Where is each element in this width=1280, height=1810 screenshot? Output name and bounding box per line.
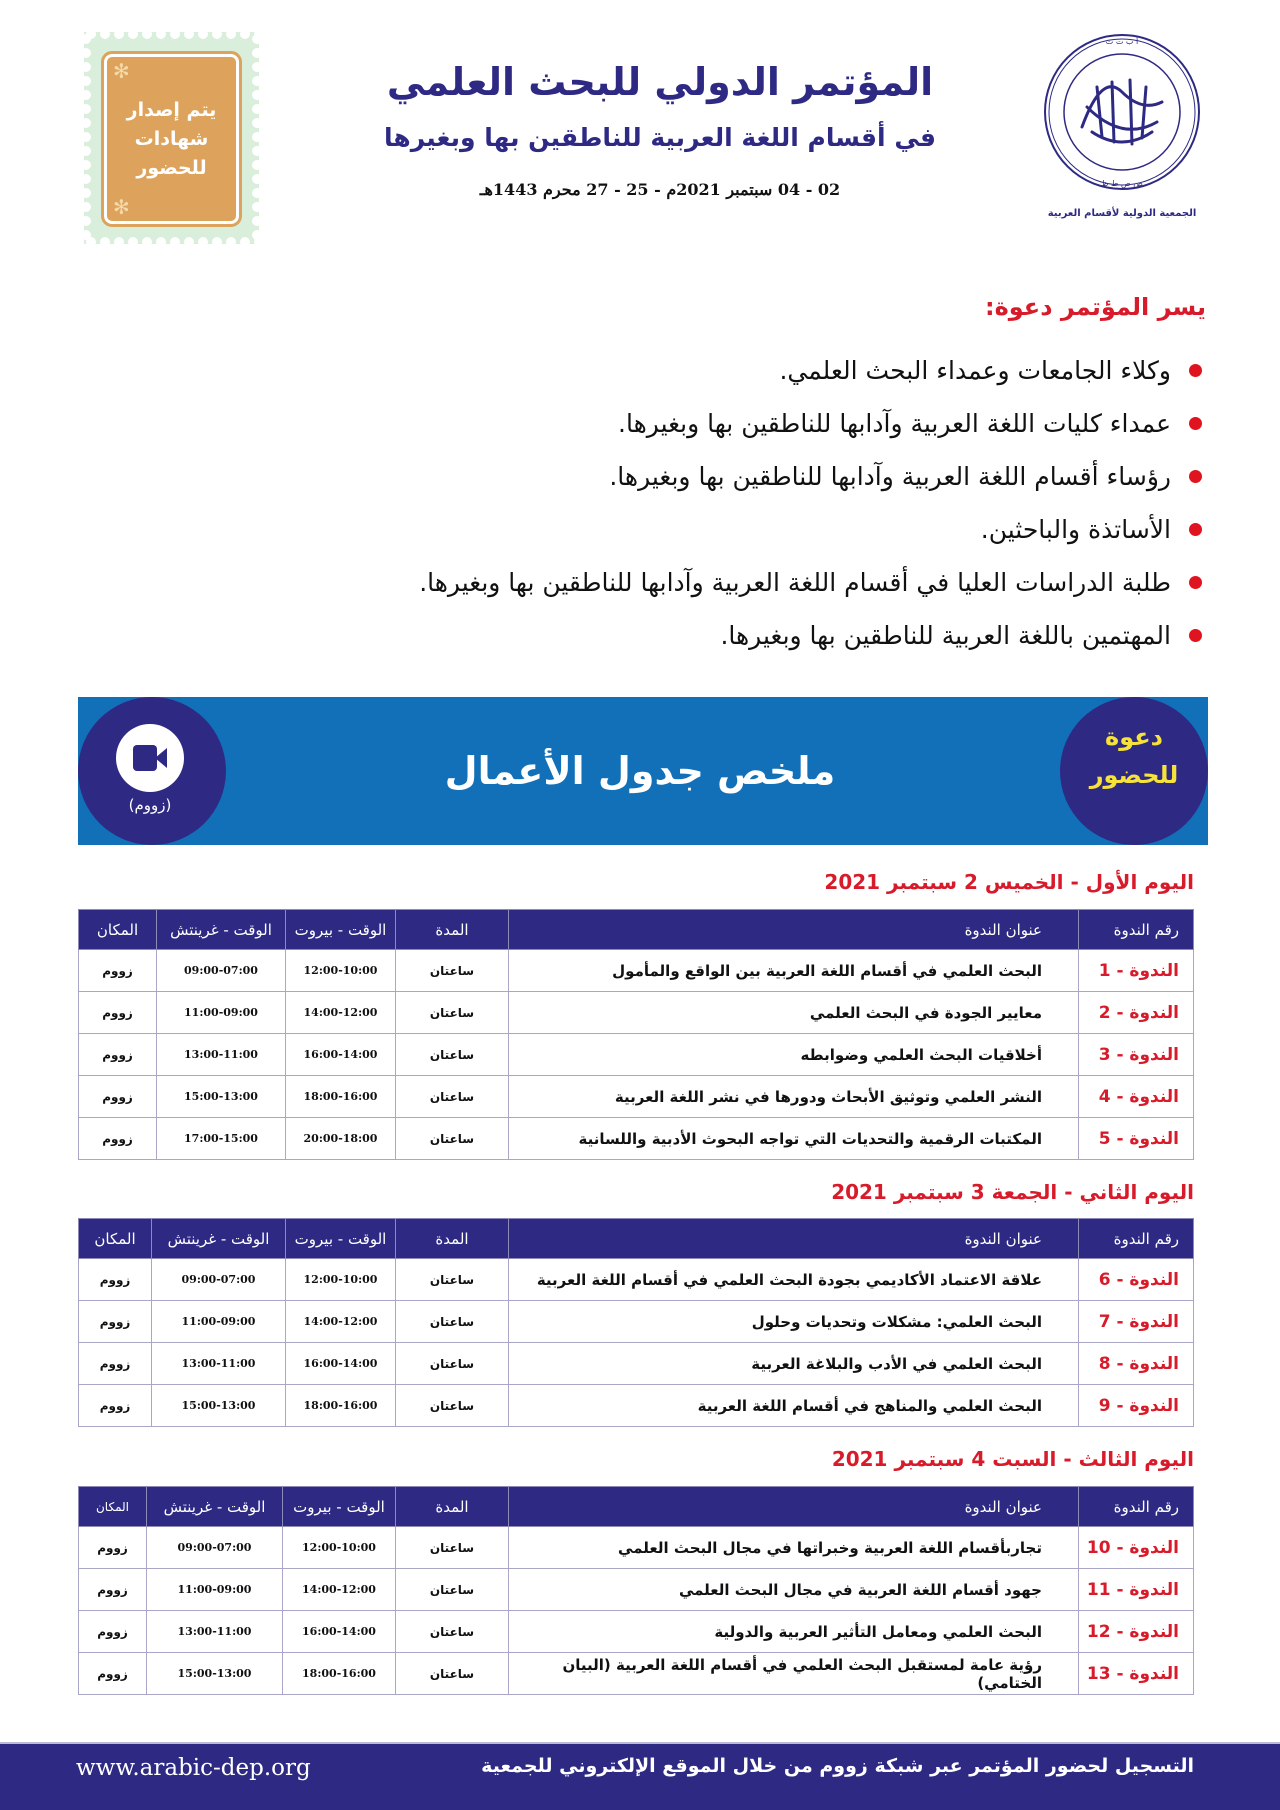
session-duration: ساعتان	[396, 950, 509, 992]
bullet-icon	[1189, 523, 1202, 536]
session-place: زووم	[79, 1385, 152, 1427]
column-header-title: عنوان الندوة	[509, 1487, 1079, 1527]
agenda-title: ملخص جدول الأعمال	[444, 749, 836, 793]
session-duration: ساعتان	[396, 1611, 509, 1653]
session-row	[79, 1611, 1194, 1653]
session-time-beirut: 18:00-16:00	[283, 1653, 396, 1695]
session-row	[79, 1076, 1194, 1118]
column-header-title: عنوان الندوة	[509, 1219, 1079, 1259]
session-place: زووم	[79, 1569, 147, 1611]
svg-text:ض ص ط ظ: ض ص ط ظ	[1101, 179, 1143, 188]
column-header-duration: المدة	[396, 1219, 509, 1259]
session-time-beirut: 16:00-14:00	[283, 1611, 396, 1653]
session-time-greenwich: 13:00-11:00	[147, 1611, 283, 1653]
session-duration: ساعتان	[396, 1343, 509, 1385]
session-time-greenwich: 13:00-11:00	[157, 1034, 286, 1076]
conference-subtitle: في أقسام اللغة العربية للناطقين بها وبغيرها	[383, 123, 936, 152]
session-title: أخلاقيات البحث العلمي وضوابطه	[509, 1034, 1079, 1076]
invitation-item: رؤساء أقسام اللغة العربية وآدابها للناطقين بها وبغيرها.	[419, 450, 1206, 503]
session-time-greenwich: 15:00-13:00	[147, 1653, 283, 1695]
session-time-beirut: 12:00-10:00	[283, 1527, 396, 1569]
registration-note: التسجيل لحضور المؤتمر عبر شبكة زووم من خلال الموقع الإلكتروني للجمعية	[481, 1755, 1194, 1777]
session-time-greenwich: 09:00-07:00	[152, 1259, 286, 1301]
snowflake-icon: ✻	[113, 59, 130, 83]
session-title: علاقة الاعتماد الأكاديمي بجودة البحث العلمي في أقسام اللغة العربية	[509, 1259, 1079, 1301]
session-title: البحث العلمي في أقسام اللغة العربية بين الواقع والمأمول	[509, 950, 1079, 992]
session-duration: ساعتان	[396, 1569, 509, 1611]
zoom-badge	[116, 724, 184, 792]
session-row	[79, 1653, 1194, 1695]
column-header-time-beirut: الوقت - بيروت	[283, 1487, 396, 1527]
session-time-beirut: 20:00-18:00	[286, 1118, 396, 1160]
session-row	[79, 1343, 1194, 1385]
session-time-greenwich: 15:00-13:00	[152, 1385, 286, 1427]
invitation-heading: يسر المؤتمر دعوة:	[984, 293, 1206, 321]
session-row	[79, 1301, 1194, 1343]
session-place: زووم	[79, 1259, 152, 1301]
session-duration: ساعتان	[396, 1034, 509, 1076]
session-duration: ساعتان	[396, 1076, 509, 1118]
session-title: النشر العلمي وتوثيق الأبحاث ودورها في نشر اللغة العربية	[509, 1076, 1079, 1118]
svg-text:أ ب ت ث: أ ب ت ث	[1105, 37, 1139, 46]
session-number: الندوة - 13	[1079, 1653, 1194, 1695]
column-header-number: رقم الندوة	[1079, 1487, 1194, 1527]
website-link[interactable]: www.arabic-dep.org	[76, 1755, 311, 1781]
session-number: الندوة - 12	[1079, 1611, 1194, 1653]
snowflake-icon: ✻	[113, 195, 130, 219]
column-header-time-beirut: الوقت - بيروت	[286, 910, 396, 950]
session-place: زووم	[79, 1653, 147, 1695]
session-row	[79, 1385, 1194, 1427]
day-title: اليوم الثالث - السبت 4 سبتمبر 2021	[831, 1447, 1194, 1471]
table-header-row	[79, 910, 1194, 950]
session-time-beirut: 12:00-10:00	[286, 950, 396, 992]
invitation-list	[419, 344, 1206, 662]
schedule-table-day-2	[78, 1218, 1194, 1427]
session-title: تجاربأقسام اللغة العربية وخبراتها في مجال البحث العلمي	[509, 1527, 1079, 1569]
column-header-time-greenwich: الوقت - غرينتش	[152, 1219, 286, 1259]
session-place: زووم	[79, 1034, 157, 1076]
table-header-row	[79, 1219, 1194, 1259]
certificate-stamp-text: يتم إصدار شهادات للحضور	[126, 98, 217, 179]
session-place: زووم	[79, 950, 157, 992]
invitation-item: وكلاء الجامعات وعمداء البحث العلمي.	[419, 344, 1206, 397]
bullet-icon	[1189, 417, 1202, 430]
session-time-beirut: 16:00-14:00	[286, 1034, 396, 1076]
column-header-number: رقم الندوة	[1079, 1219, 1194, 1259]
session-time-greenwich: 11:00-09:00	[157, 992, 286, 1034]
bullet-icon	[1189, 364, 1202, 377]
session-place: زووم	[79, 1301, 152, 1343]
session-number: الندوة - 11	[1079, 1569, 1194, 1611]
session-time-beirut: 18:00-16:00	[286, 1385, 396, 1427]
column-header-time-greenwich: الوقت - غرينتش	[157, 910, 286, 950]
session-row	[79, 1034, 1194, 1076]
session-time-beirut: 14:00-12:00	[283, 1569, 396, 1611]
session-place: زووم	[79, 1611, 147, 1653]
session-time-greenwich: 11:00-09:00	[152, 1301, 286, 1343]
session-place: زووم	[79, 1343, 152, 1385]
video-camera-icon	[133, 745, 167, 771]
session-time-greenwich: 13:00-11:00	[152, 1343, 286, 1385]
session-number: الندوة - 9	[1079, 1385, 1194, 1427]
table-header-row	[79, 1487, 1194, 1527]
conference-date: 02 - 04 سبتمبر 2021م - 25 - 27 محرم 1443هـ	[479, 180, 841, 199]
session-number: الندوة - 2	[1079, 992, 1194, 1034]
session-title: البحث العلمي والمناهج في أقسام اللغة العربية	[509, 1385, 1079, 1427]
session-title: البحث العلمي: مشكلات وتحديات وحلول	[509, 1301, 1079, 1343]
column-header-duration: المدة	[396, 910, 509, 950]
column-header-place: المكان	[79, 1487, 147, 1527]
session-time-beirut: 14:00-12:00	[286, 992, 396, 1034]
session-row	[79, 950, 1194, 992]
invitation-item: طلبة الدراسات العليا في أقسام اللغة العربية وآدابها للناطقين بها وبغيرها.	[419, 556, 1206, 609]
session-row	[79, 992, 1194, 1034]
session-row	[79, 1569, 1194, 1611]
session-number: الندوة - 3	[1079, 1034, 1194, 1076]
bullet-icon	[1189, 629, 1202, 642]
session-duration: ساعتان	[396, 1527, 509, 1569]
session-place: زووم	[79, 992, 157, 1034]
session-number: الندوة - 1	[1079, 950, 1194, 992]
column-header-title: عنوان الندوة	[509, 910, 1079, 950]
session-title: المكتبات الرقمية والتحديات التي تواجه البحوث الأدبية واللسانية	[509, 1118, 1079, 1160]
session-duration: ساعتان	[396, 1118, 509, 1160]
certificate-stamp-card	[104, 54, 239, 224]
column-header-time-greenwich: الوقت - غرينتش	[147, 1487, 283, 1527]
schedule-table-day-3	[78, 1486, 1194, 1695]
session-time-beirut: 16:00-14:00	[286, 1343, 396, 1385]
session-duration: ساعتان	[396, 1301, 509, 1343]
column-header-place: المكان	[79, 1219, 152, 1259]
session-time-greenwich: 11:00-09:00	[147, 1569, 283, 1611]
session-number: الندوة - 10	[1079, 1527, 1194, 1569]
session-time-greenwich: 17:00-15:00	[157, 1118, 286, 1160]
session-time-greenwich: 15:00-13:00	[157, 1076, 286, 1118]
session-duration: ساعتان	[396, 1259, 509, 1301]
invitation-item: عمداء كليات اللغة العربية وآدابها للناطقين بها وبغيرها.	[419, 397, 1206, 450]
session-place: زووم	[79, 1118, 157, 1160]
session-number: الندوة - 5	[1079, 1118, 1194, 1160]
session-number: الندوة - 4	[1079, 1076, 1194, 1118]
session-duration: ساعتان	[396, 1653, 509, 1695]
zoom-label: (زووم)	[128, 796, 172, 814]
session-number: الندوة - 7	[1079, 1301, 1194, 1343]
logo-caption: الجمعية الدولية لأقسام العربية	[1047, 208, 1197, 219]
day-title: اليوم الأول - الخميس 2 سبتمبر 2021	[824, 870, 1194, 894]
session-title: رؤية عامة لمستقبل البحث العلمي في أقسام اللغة العربية (البيان الختامي)	[509, 1653, 1079, 1695]
invitation-item: الأساتذة والباحثين.	[419, 503, 1206, 556]
column-header-number: رقم الندوة	[1079, 910, 1194, 950]
session-time-beirut: 14:00-12:00	[286, 1301, 396, 1343]
day-title: اليوم الثاني - الجمعة 3 سبتمبر 2021	[831, 1180, 1194, 1204]
session-time-beirut: 12:00-10:00	[286, 1259, 396, 1301]
session-time-greenwich: 09:00-07:00	[147, 1527, 283, 1569]
bullet-icon	[1189, 576, 1202, 589]
column-header-place: المكان	[79, 910, 157, 950]
session-time-greenwich: 09:00-07:00	[157, 950, 286, 992]
session-title: البحث العلمي في الأدب والبلاغة العربية	[509, 1343, 1079, 1385]
session-title: جهود أقسام اللغة العربية في مجال البحث العلمي	[509, 1569, 1079, 1611]
schedule-table-day-1	[78, 909, 1194, 1160]
bullet-icon	[1189, 470, 1202, 483]
session-title: البحث العلمي ومعامل التأثير العربية والدولية	[509, 1611, 1079, 1653]
column-header-time-beirut: الوقت - بيروت	[286, 1219, 396, 1259]
session-number: الندوة - 6	[1079, 1259, 1194, 1301]
session-duration: ساعتان	[396, 992, 509, 1034]
session-place: زووم	[79, 1076, 157, 1118]
association-logo-icon	[1042, 32, 1202, 192]
session-row	[79, 1259, 1194, 1301]
session-place: زووم	[79, 1527, 147, 1569]
session-row	[79, 1118, 1194, 1160]
column-header-duration: المدة	[396, 1487, 509, 1527]
conference-title: المؤتمر الدولي للبحث العلمي	[386, 60, 934, 104]
invite-badge: دعوة للحضور	[1089, 723, 1179, 789]
session-row	[79, 1527, 1194, 1569]
invitation-item: المهتمين باللغة العربية للناطقين بها وبغيرها.	[419, 609, 1206, 662]
session-number: الندوة - 8	[1079, 1343, 1194, 1385]
session-time-beirut: 18:00-16:00	[286, 1076, 396, 1118]
session-title: معايير الجودة في البحث العلمي	[509, 992, 1079, 1034]
session-duration: ساعتان	[396, 1385, 509, 1427]
